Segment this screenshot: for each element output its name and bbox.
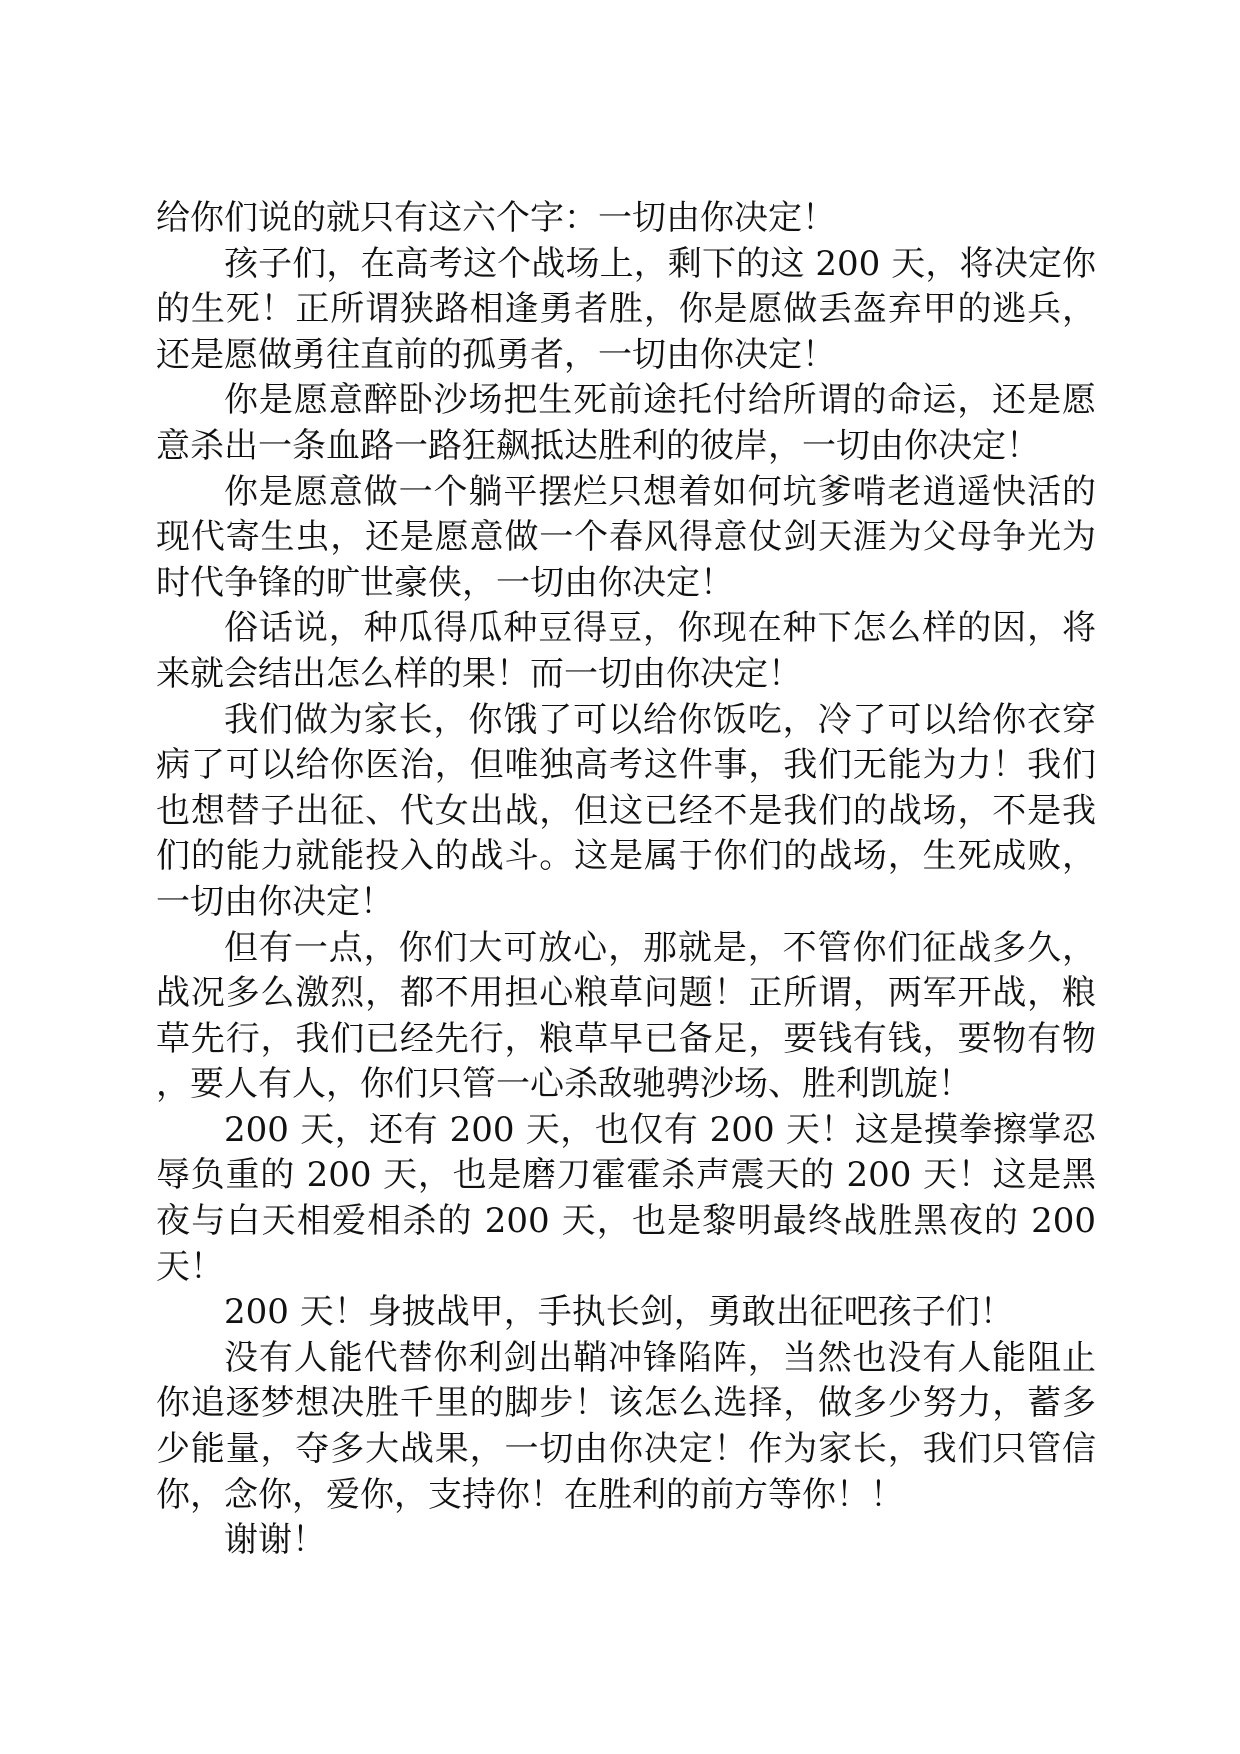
- paragraph-200-days: 200 天，还有 200 天，也仅有 200 天！这是摸拳擦掌忍辱负重的 200 天，也是磨刀霍霍杀声震天的 200 天！这是黑夜与白天相爱相杀的 200 天，也是黎明最终战胜黑夜的 200 天！: [156, 1109, 1096, 1287]
- paragraph-support: 但有一点，你们大可放心，那就是，不管你们征战多久，战况多么激烈，都不用担心粮草问题！正所谓，两军开战，粮草先行，我们已经先行，粮草早已备足，要钱有钱，要物有物，要人有人，你们只管一心杀敌驰骋沙场、胜利凯旋！: [156, 927, 1096, 1105]
- paragraph-closing: 没有人能代替你利剑出鞘冲锋陷阵，当然也没有人能阻止你追逐梦想决胜千里的脚步！该怎么选择，做多少努力，蓄多少能量，夺多大战果，一切由你决定！作为家长，我们只管信你，念你，爱你，支持你！在胜利的前方等你！！: [156, 1337, 1096, 1515]
- paragraph-battlefield: 孩子们，在高考这个战场上，剩下的这 200 天，将决定你的生死！正所谓狭路相逢勇者胜，你是愿做丢盔弃甲的逃兵，还是愿做勇往直前的孤勇者，一切由你决定！: [156, 243, 1096, 375]
- paragraph-thanks: 谢谢！: [224, 1520, 326, 1561]
- paragraph-proverb: 俗话说，种瓜得瓜种豆得豆，你现在种下怎么样的因，将来就会结出怎么样的果！而一切由你决定！: [156, 608, 1096, 694]
- paragraph-parents: 我们做为家长，你饿了可以给你饭吃，冷了可以给你衣穿病了可以给你医治，但唯独高考这件事，我们无能为力！我们也想替子出征、代女出战，但这已经不是我们的战场，不是我们的能力就能投入的战斗。这是属于你们的战场，生死成败，一切由你决定！: [156, 699, 1096, 922]
- paragraph-fate: 你是愿意醉卧沙场把生死前途托付给所谓的命运，还是愿意杀出一条血路一路狂飙抵达胜利的彼岸，一切由你决定！: [156, 380, 1096, 466]
- paragraph-call-to-action: 200 天！身披战甲，手执长剑，勇敢出征吧孩子们！: [224, 1292, 1014, 1333]
- speech-body: [156, 196, 1096, 1564]
- paragraph-choice: 你是愿意做一个躺平摆烂只想着如何坑爹啃老逍遥快活的现代寄生虫，还是愿意做一个春风得意仗剑天涯为父母争光为时代争锋的旷世豪侠，一切由你决定！: [156, 471, 1096, 603]
- paragraph-continuation: 给你们说的就只有这六个字：一切由你决定！: [156, 198, 836, 238]
